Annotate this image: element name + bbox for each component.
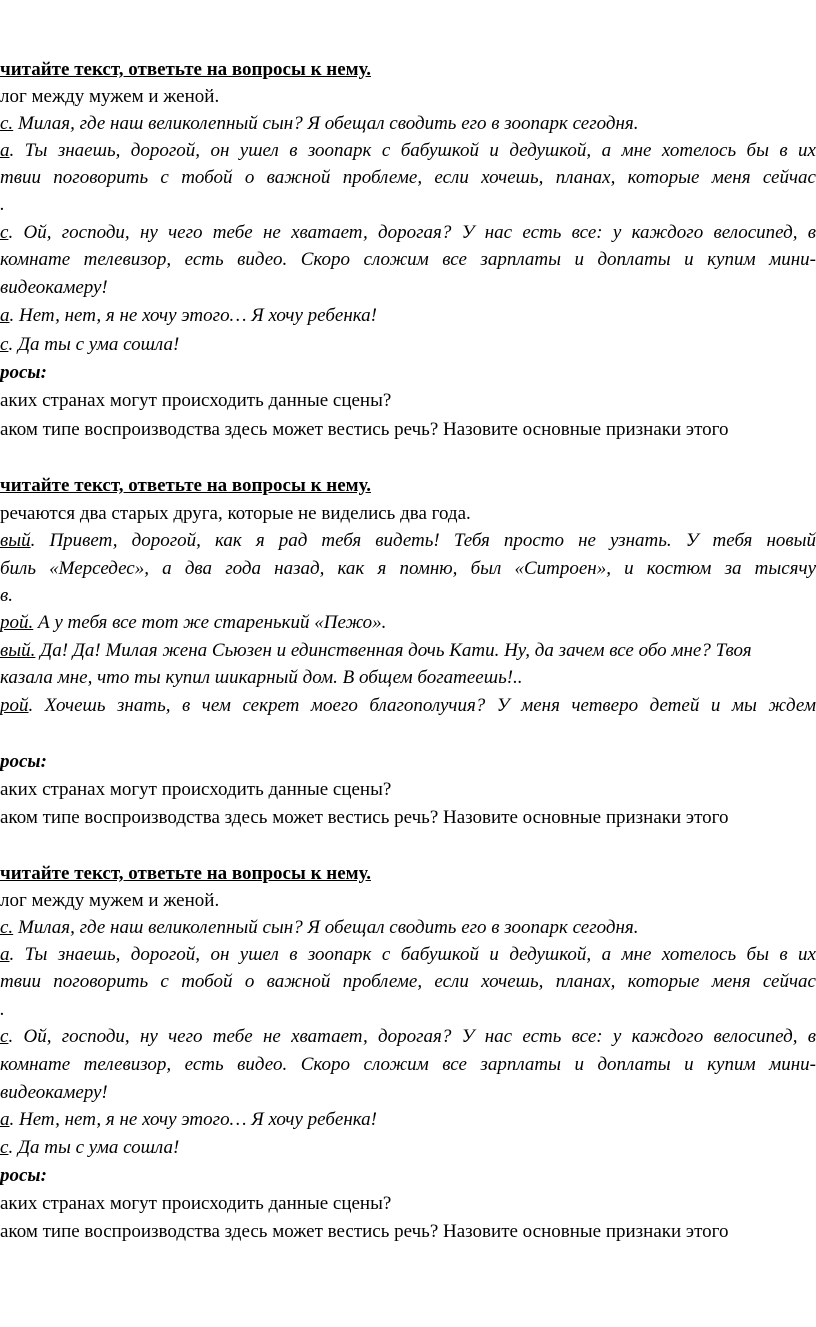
dialogue-text: . Привет, дорогой, как я рад тебя видеть! Тебя просто не узнать. У тебя новый [30,530,816,551]
section-3-dialogue-line [0,997,816,1023]
dialogue-text: твии поговорить с тобой о важной проблеме, если хочешь, планах, которые меня сейчас [0,167,816,188]
section-3-dialogue-line [0,1052,816,1078]
section-3-heading: читайте текст, ответьте на вопросы к нему. [0,863,371,884]
speaker-label: рой [0,695,29,716]
dialogue-text: видеокамеру! [0,1082,108,1103]
section-1-question: аком типе воспроизводства здесь может вестись речь? Назовите основные признаки этого [0,419,729,440]
dialogue-text: . [0,194,5,215]
dialogue-text: Да! Да! Милая жена Сьюзен и единственная дочь Кати. Ну, да зачем все обо мне? Твоя [35,640,752,661]
speaker-label: вый [0,530,31,551]
section-2-question: аком типе воспроизводства здесь может вестись речь? Назовите основные признаки этого [0,807,729,828]
section-3-questions-label: росы: [0,1165,47,1186]
dialogue-text: . [0,999,5,1020]
speaker-label: с [0,222,9,243]
section-2-question: аких странах могут происходить данные сцены? [0,779,392,800]
section-2-dialogue-line [0,528,816,554]
dialogue-text: биль «Мерседес», а два года назад, как я помню, был «Ситроен», и костюм за тысячу [0,558,816,579]
section-2-questions-label: росы: [0,751,47,772]
section-1-dialogue-line [0,332,816,358]
dialogue-text: . Да ты с ума сошла! [8,1137,180,1158]
section-1-dialogue-line [0,111,816,137]
section-1-questions-label: росы: [0,362,47,383]
section-2-dialogue-line [0,638,816,664]
dialogue-text: . Нет, нет, я не хочу этого… Я хочу ребенка! [9,1109,378,1130]
dialogue-text: А у тебя все тот же старенький «Пежо». [33,612,387,633]
section-2-dialogue-line [0,556,816,582]
speaker-label: с [0,1137,9,1158]
section-1-dialogue-line [0,165,816,191]
section-3-intro: лог между мужем и женой. [0,890,220,911]
section-2-dialogue-line [0,693,816,719]
speaker-label: рой. [0,612,34,633]
section-3-dialogue-line [0,915,816,941]
speaker-label: с. [0,113,14,134]
dialogue-text: . Ой, господи, ну чего тебе не хватает, дорогая? У нас есть все: у каждого велосипед, в [8,222,816,243]
dialogue-text: . Нет, нет, я не хочу этого… Я хочу ребенка! [9,305,378,326]
section-1-dialogue-line [0,275,816,301]
speaker-label: с. [0,917,14,938]
section-3-dialogue-line [0,1080,816,1106]
dialogue-text: . Ты знаешь, дорогой, он ушел в зоопарк с бабушкой и дедушкой, а мне хотелось бы в их [9,944,816,965]
dialogue-text: казала мне, что ты купил шикарный дом. В общем богатеешь!.. [0,667,523,688]
section-2-dialogue-line [0,665,816,691]
section-2-heading: читайте текст, ответьте на вопросы к нему. [0,475,371,496]
section-1-heading: читайте текст, ответьте на вопросы к нему. [0,59,371,80]
dialogue-text: в. [0,585,13,606]
dialogue-text: Милая, где наш великолепный сын? Я обещал сводить его в зоопарк сегодня. [13,917,639,938]
section-2-dialogue-line [0,583,816,609]
dialogue-text: . Да ты с ума сошла! [8,334,180,355]
section-1-dialogue-line [0,303,816,329]
section-3-dialogue-line [0,969,816,995]
dialogue-text: видеокамеру! [0,277,108,298]
section-3-dialogue-line [0,1107,816,1133]
speaker-label: вый. [0,640,36,661]
section-1-dialogue-line [0,247,816,273]
section-3-dialogue-line [0,1024,816,1050]
speaker-label: с [0,1026,9,1047]
speaker-label: а [0,944,10,965]
section-3-dialogue-line [0,1135,816,1161]
section-2-intro: речаются два старых друга, которые не виделись два года. [0,503,471,524]
dialogue-text: комнате телевизор, есть видео. Скоро сложим все зарплаты и доплаты и купим мини- [0,249,816,270]
dialogue-text: Милая, где наш великолепный сын? Я обещал сводить его в зоопарк сегодня. [13,113,639,134]
dialogue-text: . Хочешь знать, в чем секрет моего благополучия? У меня четверо детей и мы ждем [28,695,816,716]
section-1-intro: лог между мужем и женой. [0,86,220,107]
section-3-dialogue-line [0,942,816,968]
speaker-label: с [0,334,9,355]
dialogue-text: твии поговорить с тобой о важной проблеме, если хочешь, планах, которые меня сейчас [0,971,816,992]
speaker-label: а [0,1109,10,1130]
section-1-dialogue-line [0,192,816,218]
speaker-label: а [0,140,10,161]
section-3-question: аких странах могут происходить данные сцены? [0,1193,392,1214]
dialogue-text: комнате телевизор, есть видео. Скоро сложим все зарплаты и доплаты и купим мини- [0,1054,816,1075]
dialogue-text: . Ты знаешь, дорогой, он ушел в зоопарк с бабушкой и дедушкой, а мне хотелось бы в их [9,140,816,161]
dialogue-text: . Ой, господи, ну чего тебе не хватает, дорогая? У нас есть все: у каждого велосипед, в [8,1026,816,1047]
section-2-dialogue-line [0,610,816,636]
section-1-question: аких странах могут происходить данные сцены? [0,390,392,411]
section-1-dialogue-line [0,138,816,164]
section-3-question: аком типе воспроизводства здесь может вестись речь? Назовите основные признаки этого [0,1221,729,1242]
speaker-label: а [0,305,10,326]
section-1-dialogue-line [0,220,816,246]
